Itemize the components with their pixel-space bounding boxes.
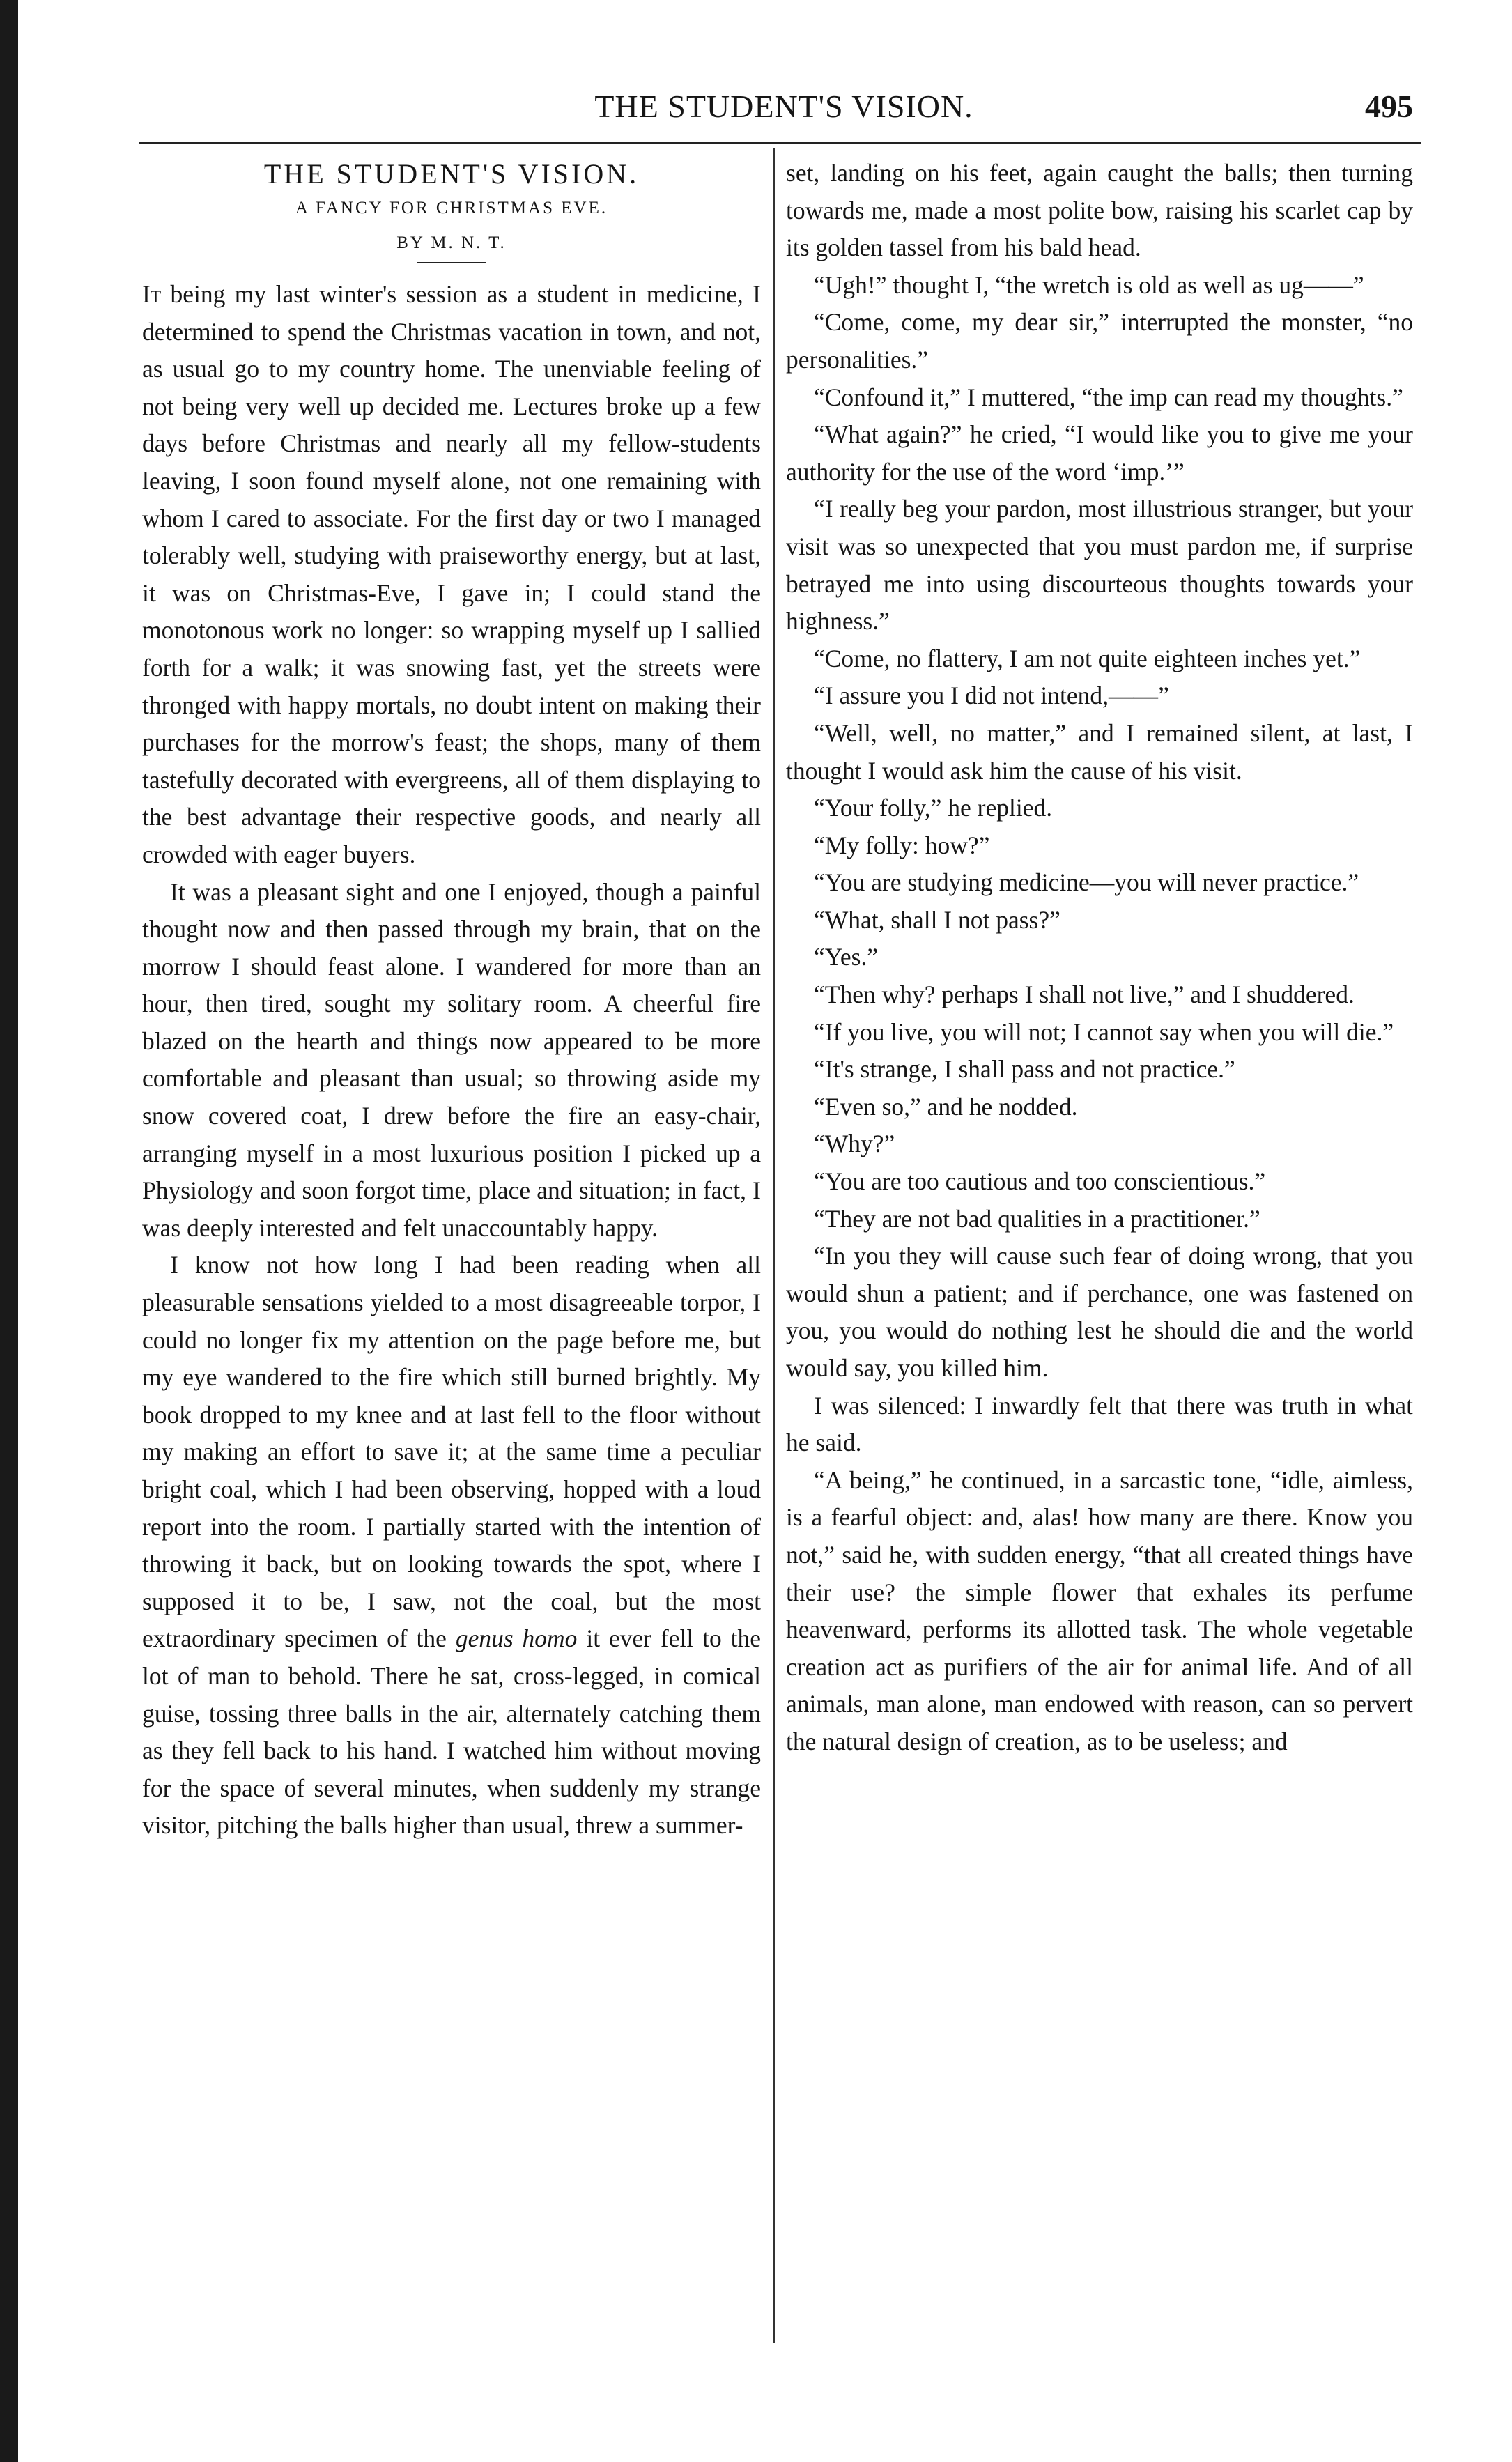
paragraph-3 — [142, 1247, 761, 1845]
paragraph-2: It was a pleasant sight and one I enjoyed, though a painful thought now and then passed through my brain, that on the morrow I should feast alone. I wandered for more than an hour, then tired, sought my solitary room. A cheerful fire blazed on the hearth and things now appeared to be more comfortable and pleasant than usual; so throwing aside my snow covered coat, I drew before the fire an easy-chair, arranging myself in a most luxurious position I picked up a Physiology and soon forgot time, place and situation; in fact, I was deeply interested and felt unaccountably happy. — [142, 877, 761, 1242]
right-paragraph: “In you they will cause such fear of doing wrong, that you would shun a patient; and if perchance, one was fastened on you, you would do nothing lest he should die and the world would say, you killed him. — [786, 1242, 1413, 1382]
right-paragraph: “Why?” — [814, 1130, 895, 1158]
right-paragraph: “You are too cautious and too conscientious.” — [814, 1167, 1266, 1196]
right-paragraph: “It's strange, I shall pass and not practice.” — [814, 1055, 1235, 1084]
header-rule — [139, 142, 1421, 144]
right-paragraph: “What, shall I not pass?” — [814, 905, 1060, 934]
right-paragraph: “If you live, you will not; I cannot say when you will die.” — [814, 1017, 1394, 1046]
right-paragraph: “Well, well, no matter,” and I remained silent, at last, I thought I would ask him the cause of his visit. — [786, 718, 1413, 785]
right-paragraph: “Your folly,” he replied. — [814, 794, 1053, 822]
right-paragraph: “I really beg your pardon, most illustrious stranger, but your visit was so unexpected that you must pardon me, if surprise betrayed me into using discourteous thoughts towards your highness.” — [786, 495, 1413, 636]
right-paragraph: “Then why? perhaps I shall not live,” and I shuddered. — [814, 980, 1355, 1009]
article-subtitle: A FANCY FOR CHRISTMAS EVE. — [295, 199, 608, 217]
paragraph-3-italic: genus homo — [455, 1624, 578, 1653]
article-byline: BY M. N. T. — [396, 233, 507, 252]
paragraph-1 — [142, 276, 761, 874]
paragraph-3-text-a: I know not how long I had been reading when all pleasurable sensations yielded to a most disagreeable torpor, I could no longer fix my attention on the page before me, but my eye wandered to the fire which still burned brightly. My book dropped to my knee and at last fell to the floor without my making an effort to save it; at the same time a peculiar bright coal, which I had been observing, hopped with a loud report into the room. I partially started with the intention of throwing it back, but on looking towards the spot, where I supposed it to be, I saw, not the coal, but the most extraordinary specimen of the — [142, 1251, 761, 1653]
paragraph-1-text: being my last winter's session as a student in medicine, I determined to spend the Christmas vacation in town, and not, as usual go to my country home. The unenviable feeling of not being very well up decided me. Lectures broke up a few days before Christmas and nearly all my fellow-students leaving, I soon found myself alone, not one remaining with whom I cared to associate. For the first day or two I managed tolerably well, studying with praiseworthy energy, but at last, it was on Christmas-Eve, I gave in; I could stand the monotonous work no longer: so wrapping myself up I sallied forth for a walk; it was snowing fast, yet the streets were thronged with happy mortals, no doubt intent on making their purchases for the morrow's feast; the shops, many of them tastefully decorated with evergreens, all of them displaying to the best advantage their respective goods, and nearly all crowded with eager buyers. — [142, 280, 761, 868]
article-title: THE STUDENT'S VISION. — [263, 158, 640, 190]
right-paragraph: “Yes.” — [814, 943, 879, 971]
right-paragraph: “They are not bad qualities in a practitioner.” — [814, 1204, 1260, 1233]
right-paragraph: “You are studying medicine—you will never practice.” — [814, 868, 1359, 897]
page-edge-shadow — [0, 0, 18, 2462]
right-paragraph: “Come, no flattery, I am not quite eighteen inches yet.” — [814, 644, 1361, 672]
right-paragraph: “I assure you I did not intend,——” — [814, 682, 1169, 710]
right-column — [786, 155, 1413, 1761]
right-paragraph: set, landing on his feet, again caught the balls; then turning towards me, made a most polite bow, raising his scarlet cap by its golden tassel from his bald head. — [786, 159, 1413, 262]
left-column — [142, 155, 761, 1845]
column-divider — [773, 148, 775, 2343]
running-title: THE STUDENT'S VISION. — [594, 89, 973, 124]
right-paragraph: “My folly: how?” — [814, 831, 990, 859]
right-paragraph: “Even so,” and he nodded. — [814, 1092, 1078, 1121]
right-paragraph: “A being,” he continued, in a sarcastic tone, “idle, aimless, is a fearful object: and, alas! how many are there. Know you not,” said he, with sudden energy, “that all created things have their use? the simple flower that exhales its perfume heavenward, performs its allotted task. The whole vegetable creation act as purifiers of the air for animal life. And of all animals, man alone, man endowed with reason, can so pervert the natural design of creation, as to be useless; and — [786, 1465, 1413, 1755]
right-paragraph: “Ugh!” thought I, “the wretch is old as well as ug——” — [814, 270, 1364, 299]
byline-rule — [417, 262, 486, 263]
right-paragraph: “What again?” he cried, “I would like you to give me your authority for the use of the word ‘imp.’” — [786, 420, 1413, 486]
page-number: 495 — [1365, 89, 1413, 124]
running-head — [146, 84, 1421, 139]
right-paragraph: “Come, come, my dear sir,” interrupted the monster, “no personalities.” — [786, 308, 1413, 374]
paragraph-3-text-b: it ever fell to the lot of man to behold. There he sat, cross-legged, in comical guise, tossing three balls in the air, alternately catching them as they fell back to his hand. I watched him without moving for the space of several minutes, when suddenly my strange visitor, pitching the balls higher than usual, threw a summer- — [142, 1624, 762, 1840]
right-paragraph: “Confound it,” I muttered, “the imp can read my thoughts.” — [814, 383, 1403, 411]
right-paragraph: I was silenced: I inwardly felt that there was truth in what he said. — [786, 1391, 1413, 1457]
paragraph-1-lead-word: It — [142, 280, 162, 308]
